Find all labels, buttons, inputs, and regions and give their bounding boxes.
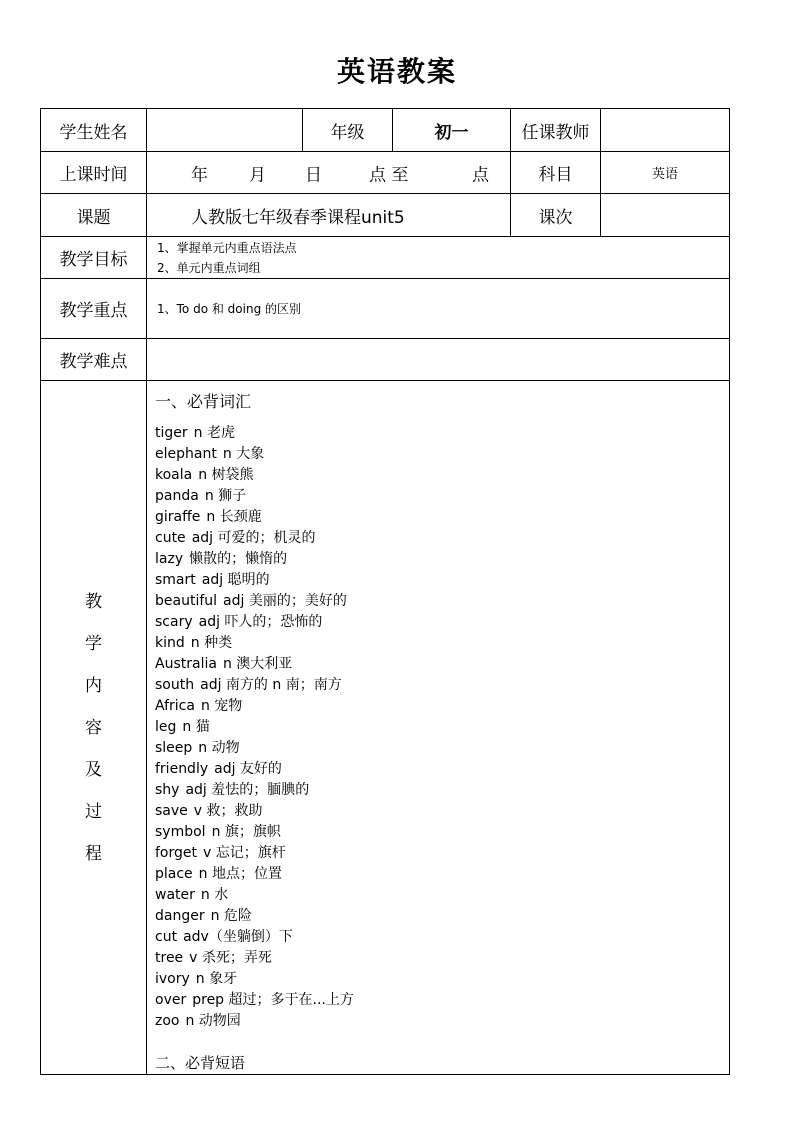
- vocab-word: shy: [155, 782, 180, 798]
- vocab-word: forget: [155, 845, 197, 861]
- row-time: [41, 152, 730, 194]
- vocab-word: south: [155, 677, 195, 693]
- vocab-word: leg: [155, 719, 177, 735]
- goal-item: 2、单元内重点词组: [157, 260, 261, 275]
- vocab-word: place: [155, 866, 193, 882]
- subject-label: 科目: [511, 152, 601, 194]
- vocab-meaning: adj 友好的: [214, 761, 282, 777]
- vocab-item: [155, 990, 729, 1011]
- vocab-item: [155, 1011, 729, 1032]
- vocab-meaning: n 旗；旗帜: [211, 824, 281, 840]
- vocab-meaning: adj 美丽的；美好的: [223, 593, 347, 609]
- vocab-item: [155, 528, 729, 549]
- vocab-meaning: n 狮子: [204, 488, 247, 504]
- vocab-word: danger: [155, 908, 205, 924]
- class-time-label: 上课时间: [41, 152, 147, 194]
- row-key-points: [41, 279, 730, 339]
- vocab-meaning: n 地点；位置: [198, 866, 282, 882]
- time-day: 日: [305, 165, 322, 185]
- vocab-word: koala: [155, 467, 193, 483]
- vocab-item: [155, 696, 729, 717]
- vocab-meaning: v 救；救助: [193, 803, 263, 819]
- teacher-value[interactable]: [601, 109, 730, 152]
- vocab-item: [155, 549, 729, 570]
- vocab-item: [155, 486, 729, 507]
- grade-label: 年级: [303, 109, 393, 152]
- vocab-word: cut: [155, 929, 178, 945]
- vocab-word: Africa: [155, 698, 195, 714]
- vocab-item: [155, 927, 729, 948]
- vocab-meaning: prep 超过；多于在...上方: [192, 992, 354, 1008]
- row-student: [41, 109, 730, 152]
- vocab-word: zoo: [155, 1013, 180, 1029]
- vocab-list: [155, 423, 729, 1032]
- goals-label: 教学目标: [41, 237, 147, 279]
- vocab-item: [155, 738, 729, 759]
- vocab-word: Australia: [155, 656, 217, 672]
- lesson-plan-table: [40, 108, 730, 1075]
- vocab-word: beautiful: [155, 593, 218, 609]
- vocab-meaning: adj 南方的 n 南；南方: [200, 677, 342, 693]
- vocab-item: [155, 465, 729, 486]
- vocab-item: [155, 906, 729, 927]
- vocab-word: panda: [155, 488, 199, 504]
- session-value[interactable]: [601, 194, 730, 237]
- vocab-item: [155, 717, 729, 738]
- vocab-meaning: n 动物园: [185, 1013, 241, 1029]
- content-label-char: 及: [85, 759, 102, 780]
- vocab-meaning: adj 羞怯的；腼腆的: [185, 782, 310, 798]
- subject-value: 英语: [601, 152, 730, 194]
- content-label-char: 过: [85, 801, 102, 822]
- vocab-item: [155, 423, 729, 444]
- vocab-meaning: adj 吓人的；恐怖的: [198, 614, 323, 630]
- vocab-item: [155, 675, 729, 696]
- vocab-item: [155, 780, 729, 801]
- vocab-meaning: n 老虎: [193, 425, 235, 441]
- vocab-word: tiger: [155, 425, 188, 441]
- content-label-char: 容: [85, 717, 102, 738]
- topic-value: 人教版七年级春季课程unit5: [147, 194, 511, 237]
- vocab-item: [155, 759, 729, 780]
- key-points-value: 1、To do 和 doing 的区别: [147, 279, 730, 339]
- class-time-value[interactable]: [147, 152, 511, 194]
- vocab-word: cute: [155, 530, 186, 546]
- vocab-word: over: [155, 992, 187, 1008]
- vocab-meaning: n 危险: [210, 908, 252, 924]
- page-title: 英语教案: [336, 55, 457, 88]
- vocab-word: symbol: [155, 824, 206, 840]
- content-body: [147, 381, 730, 1075]
- row-content: [41, 381, 730, 1075]
- vocab-word: friendly: [155, 761, 209, 777]
- vocab-item: [155, 864, 729, 885]
- vocab-meaning: n 种类: [190, 635, 233, 651]
- vocab-item: [155, 591, 729, 612]
- vocab-meaning: adj 聪明的: [201, 572, 270, 588]
- content-label-char: 教: [85, 591, 102, 612]
- time-month: 月: [249, 165, 266, 185]
- row-difficulties: [41, 339, 730, 381]
- content-label: [41, 381, 147, 1075]
- time-year: 年: [191, 165, 208, 185]
- vocab-meaning: n 水: [200, 887, 229, 903]
- vocab-meaning: adv（坐躺倒）下: [183, 929, 293, 945]
- vocab-meaning: v 杀死；弄死: [189, 950, 272, 966]
- difficulties-value[interactable]: [147, 339, 730, 381]
- vocab-item: [155, 633, 729, 654]
- vocab-meaning: n 澳大利亚: [222, 656, 293, 672]
- vocab-meaning: n 动物: [198, 740, 240, 756]
- vocab-word: sleep: [155, 740, 193, 756]
- session-label: 课次: [511, 194, 601, 237]
- topic-label: 课题: [41, 194, 147, 237]
- vocab-word: lazy: [155, 551, 184, 567]
- vocab-item: [155, 801, 729, 822]
- content-label-char: 程: [85, 843, 102, 864]
- vocab-meaning: n 猫: [182, 719, 210, 735]
- vocab-item: [155, 885, 729, 906]
- vocab-meaning: v 忘记；旗杆: [203, 845, 286, 861]
- difficulties-label: 教学难点: [41, 339, 147, 381]
- vocab-item: [155, 969, 729, 990]
- vocab-word: ivory: [155, 971, 190, 987]
- student-name-label: 学生姓名: [41, 109, 147, 152]
- vocab-item: [155, 570, 729, 591]
- vocab-item: [155, 444, 729, 465]
- vocab-item: [155, 948, 729, 969]
- student-name-value[interactable]: [147, 109, 303, 152]
- time-hour-end: 点: [472, 165, 489, 185]
- key-points-label: 教学重点: [41, 279, 147, 339]
- section-phrases-title: 二、必背短语: [155, 1054, 246, 1072]
- row-goals: [41, 237, 730, 279]
- vocab-word: smart: [155, 572, 196, 588]
- vocab-item: [155, 507, 729, 528]
- vocab-word: tree: [155, 950, 184, 966]
- vocab-meaning: n 宠物: [200, 698, 243, 714]
- goals-value: [147, 237, 730, 279]
- vocab-word: giraffe: [155, 509, 201, 525]
- vocab-meaning: n 大象: [222, 446, 265, 462]
- vocab-word: water: [155, 887, 195, 903]
- content-label-char: 学: [85, 633, 102, 654]
- time-hour-to: 点 至: [369, 165, 409, 185]
- vocab-item: [155, 612, 729, 633]
- vocab-word: save: [155, 803, 188, 819]
- content-label-char: 内: [85, 675, 102, 696]
- row-topic: [41, 194, 730, 237]
- vocab-word: kind: [155, 635, 185, 651]
- vocab-item: [155, 843, 729, 864]
- vocab-item: [155, 822, 729, 843]
- vocab-word: scary: [155, 614, 193, 630]
- vocab-meaning: n 长颈鹿: [206, 509, 262, 525]
- grade-value: 初一: [393, 109, 511, 152]
- section-vocab-title: 一、必背词汇: [155, 392, 252, 411]
- goal-item: 1、掌握单元内重点语法点: [157, 240, 297, 255]
- vocab-meaning: n 象牙: [195, 971, 238, 987]
- vocab-meaning: n 树袋熊: [198, 467, 254, 483]
- vocab-meaning: 懒散的；懒惰的: [189, 551, 288, 567]
- teacher-label: 任课教师: [511, 109, 601, 152]
- vocab-word: elephant: [155, 446, 217, 462]
- vocab-item: [155, 654, 729, 675]
- vocab-meaning: adj 可爱的；机灵的: [191, 530, 316, 546]
